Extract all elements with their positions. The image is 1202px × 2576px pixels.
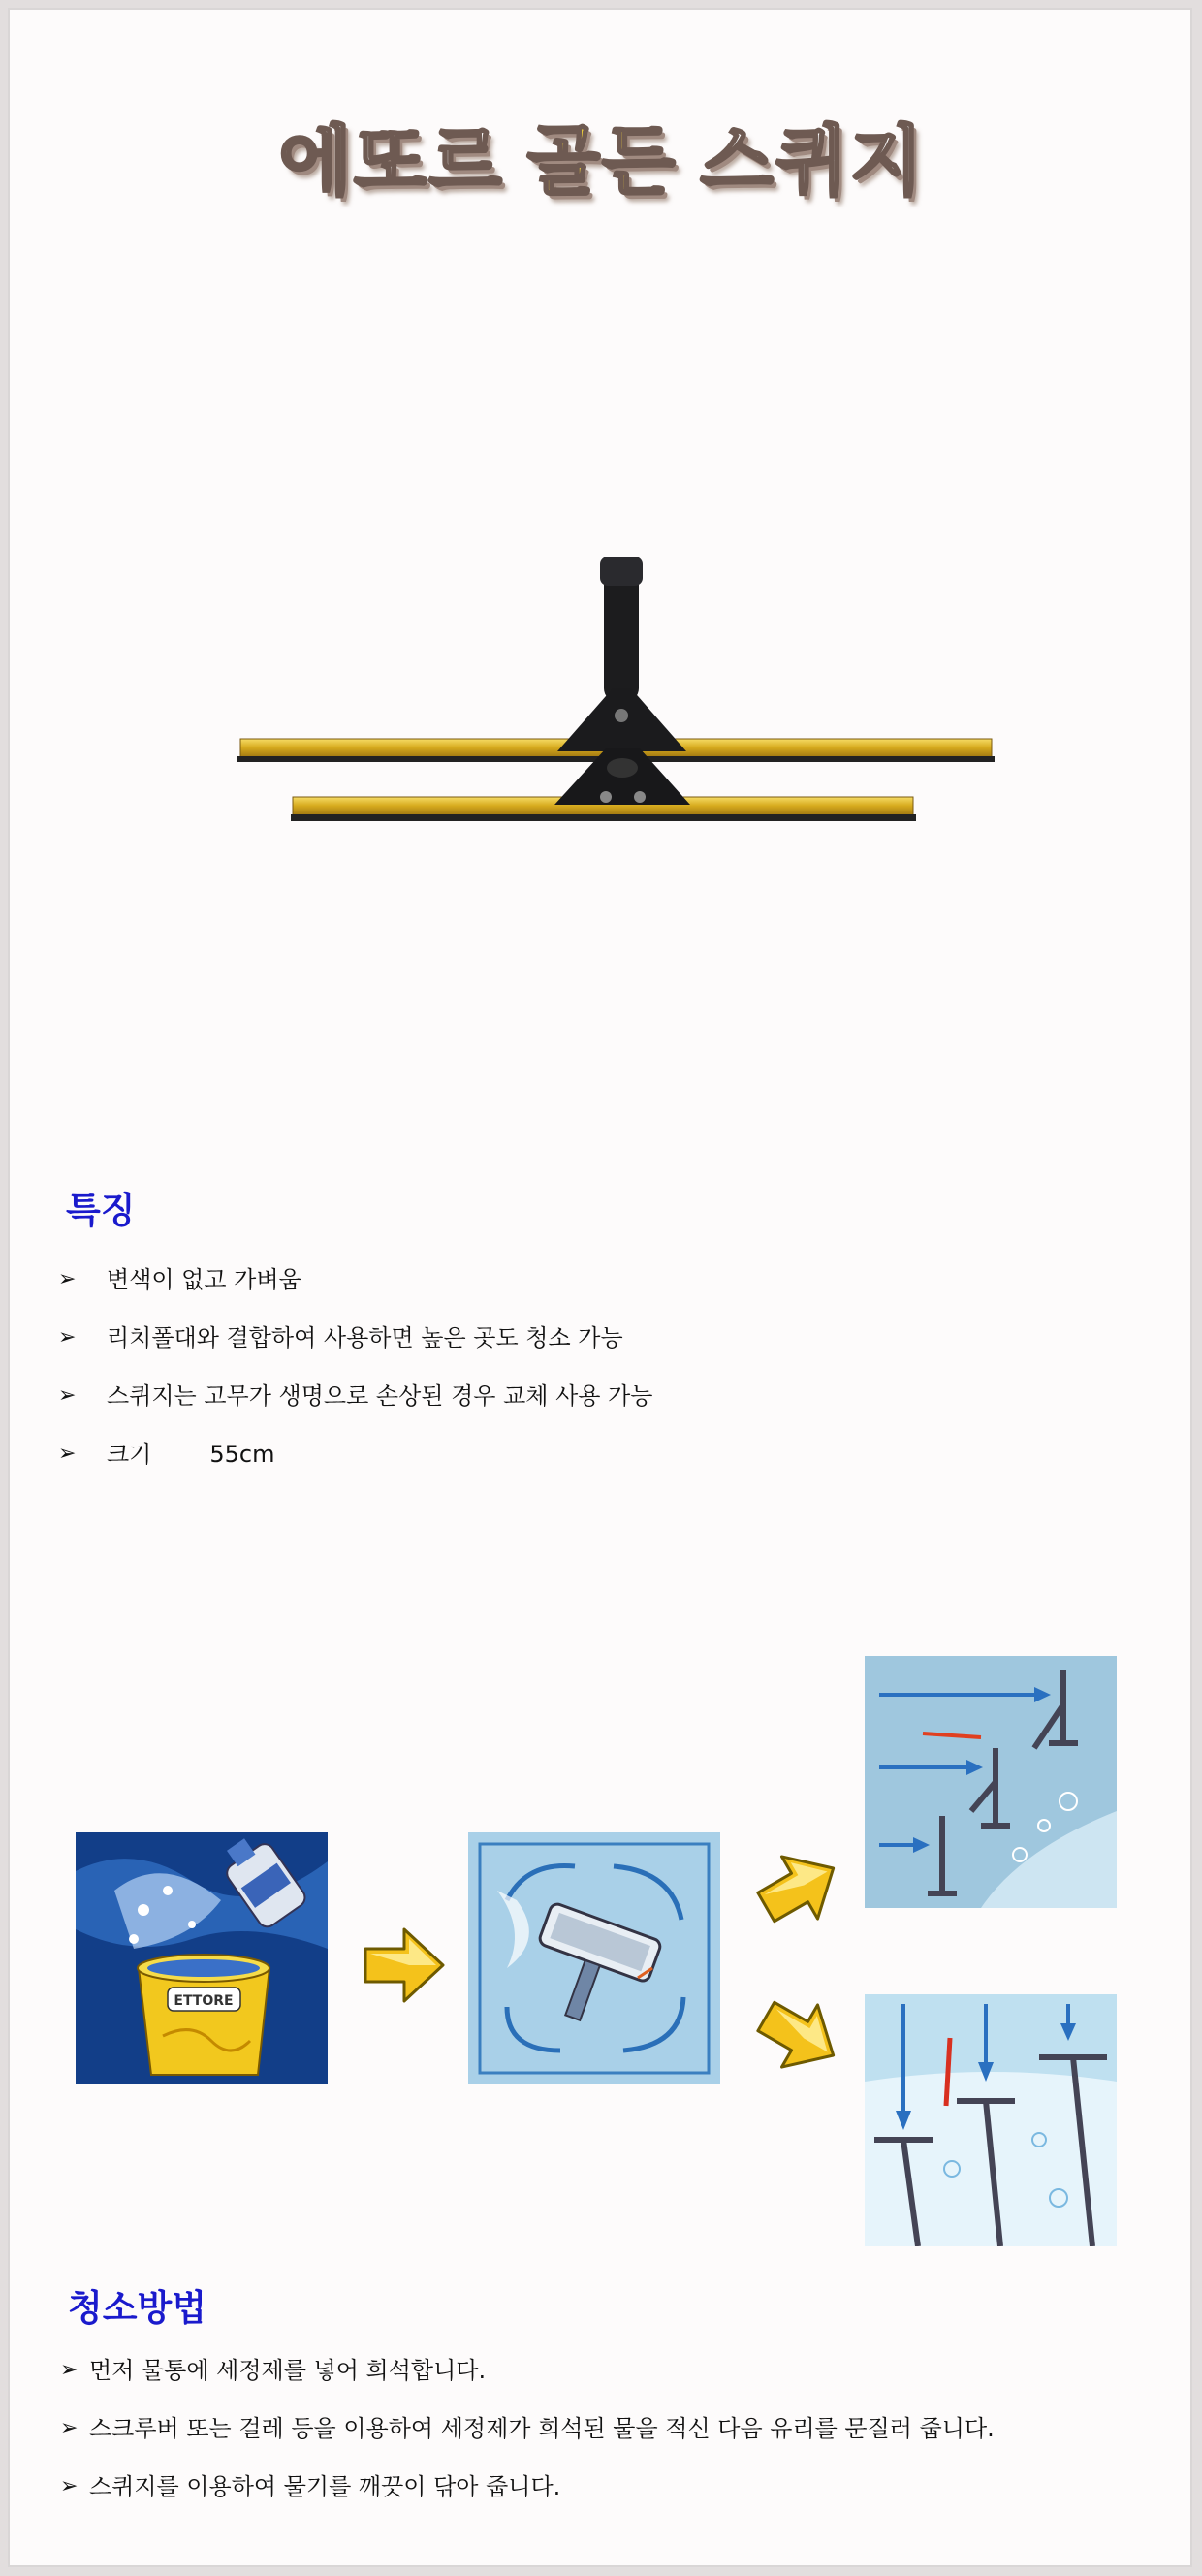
features-list: [58, 1251, 652, 1483]
arrowhead-bullet-icon: ➢: [60, 2474, 79, 2498]
bucket-detergent-illustration: [76, 1832, 328, 2084]
horizontal-squeegee-illustration: [865, 1656, 1117, 1908]
list-item: ➢ 리치폴대와 결합하여 사용하면 높은 곳도 청소 가능: [58, 1309, 652, 1367]
size-label: 크기: [107, 1441, 152, 1468]
page-title: [10, 118, 1194, 206]
arrowhead-bullet-icon: ➢: [58, 1267, 77, 1291]
cleaning-method-heading: 청소방법: [68, 2287, 206, 2329]
features-heading: 특징: [66, 1190, 136, 1231]
arrowhead-bullet-icon: ➢: [58, 1383, 77, 1408]
list-item: ➢ 변색이 없고 가벼움: [58, 1251, 652, 1309]
arrow-up-right-icon: [756, 1844, 843, 1931]
arrow-right-icon: [361, 1922, 448, 2009]
list-item: ➢ 먼저 물통에 세정제를 넣어 희석합니다.: [60, 2341, 995, 2400]
arrowhead-bullet-icon: ➢: [58, 1442, 77, 1466]
bucket-brand-label: ETTORE: [174, 1993, 234, 2009]
product-detail-page: [8, 8, 1192, 2567]
arrowhead-bullet-icon: ➢: [60, 2416, 79, 2440]
list-item: [58, 1425, 652, 1483]
vertical-squeegee-illustration: [865, 1994, 1117, 2246]
title-word-golden: 골든: [526, 118, 678, 206]
arrowhead-bullet-icon: ➢: [60, 2358, 79, 2382]
title-word-squeegee: 스퀴지: [700, 118, 926, 206]
cleaning-steps-list: [60, 2341, 995, 2516]
list-item: ➢ 스크루버 또는 걸레 등을 이용하여 세정제가 희석된 물을 적신 다음 유리를 문질러 줍니다.: [60, 2400, 995, 2458]
product-image-squeegees: [223, 543, 1018, 853]
list-item: ➢ 스퀴지는 고무가 생명으로 손상된 경우 교체 사용 가능: [58, 1367, 652, 1425]
title-word-ettore: 에또르: [278, 118, 504, 206]
arrow-down-right-icon: [756, 1992, 843, 2080]
arrowhead-bullet-icon: ➢: [58, 1325, 77, 1350]
scrubbing-window-illustration: [468, 1832, 720, 2084]
size-value: 55cm: [209, 1441, 275, 1468]
list-item: ➢ 스퀴지를 이용하여 물기를 깨끗이 닦아 줍니다.: [60, 2458, 995, 2516]
